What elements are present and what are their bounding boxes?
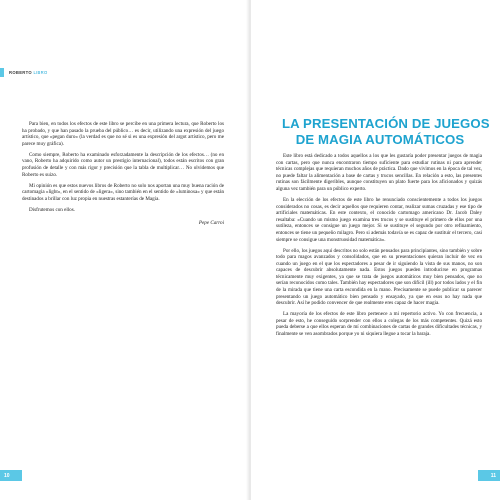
left-page-text	[22, 121, 224, 227]
page-number-left: 10	[0, 470, 22, 481]
paragraph: Disfrutemos con ellos.	[29, 206, 75, 213]
running-head-tab	[0, 68, 4, 77]
paragraph: Por ello, los juegos aquí descritos no solo están pensados para principiantes, sino también y sobre todo para magos avanzados y consolidados, que en su presentaciones quieran incluir de vez en cuando un juego en el que los espectadores a pesar de ir siguiendo la vista de sus manos, no son capaces de descubrir absolutamente nada. Estos juegos pueden introducirse en programas técnicamente muy exigentes, ya que se trata de juegos automáticos muy bien pensados, que no serían reconocidos como tales. También hay espectadores que son difícil (ill) por todos lados y el fin de la mirada que tiene una carta escondida en la mano. Precisamente se puede publicar su parecer presentando un juego automático bien pensado y ensayado, ya que en esos no hay nada que descubrir. Así he podido convencer de que realmente eres capaz de hacer magia.	[276, 247, 482, 307]
running-head	[0, 68, 80, 77]
running-head-series: LIBRO	[33, 70, 48, 75]
running-head-label	[9, 70, 48, 75]
running-head-author: ROBERTO	[9, 70, 32, 75]
chapter-title-line1: LA PRESENTACIÓN DE JUEGOS	[282, 116, 490, 131]
right-page-text	[276, 153, 482, 338]
signature: Pepe Carroi	[198, 220, 224, 227]
page-number-right: 11	[478, 470, 500, 481]
left-page	[0, 0, 249, 500]
paragraph: En la elección de los efectos de este libro he renunciado conscientemente a todos los juegos considerados no cosas, es decir aquellos que requieren contar, realizar sumas cruzadas y ese tipo de artificiales matemáticas. En este contexto, el conocido cartomago americano Dr. Jacob Daley resaltaba: «Cuando un mismo juego examina tres trucos y se sustituye el primero de ellos por una sutileza, entonces se consigue un juego mejor. Si se sustituye el segundo por otro refinamiento, entonces se tiene un pequeño milagro. Pero si además todavía se es capaz de sustituir el tercero, casi siempre se consigue una monstruosidad matemática».	[276, 196, 482, 243]
paragraph: Como siempre, Roberto ha examinado esforzadamente la descripción de los efectos… (no en vano, Roberto ha adquirido como autor un prestigio internacional), todos están escritos con gran profusión de detalle y con más rigor y precisión que la tabla de multiplicar… No olvidemos que Roberto es suizo.	[22, 151, 224, 178]
paragraph: Este libro está dedicado a todos aquellos a los que les gustaría poder presentar juegos de magia con cartas, pero que nunca encontraron tiempo suficiente para estudiar rutinas ni para aprender técnicas complejas que requieran muchos años de práctica. Dado que vivimos en la época de tal vez, no puede faltar la alimentación a base de cartas y trucos sencillas. En relación a esto, las presentes rutinas son fácilmente digeribles, aunque constituyen un plato fuerte para los aficionados y quizás alguna vez también para un público experto.	[276, 153, 482, 192]
paragraph: La mayoría de los efectos de este libro pertenece a mi repertorio activo. Yo con frecuencia, a pesar de esto, he conseguido sorprender con ellos a colegas de los más competentes. Quizá esto pueda deberse a que ellos esperan de mí combinaciones de cartas de grandes dificultades técnicas, y finalmente se ven asombrados porque yo ni siquiera llegue a tocar la baraja.	[276, 311, 482, 338]
paragraph: Mi opinión es que estos nuevos libros de Roberto no solo nos aportan una muy buena ración de cartomagia «light», en el sentido de «ligera», sino también en el sentido de «luminosa» y que están destinados a brillar con luz propia en nuestras estanterías de Magia.	[22, 182, 224, 202]
chapter-title-line2: DE MAGIA AUTOMÁTICOS	[295, 131, 465, 147]
paragraph: Para bien, en todos los efectos de este libro se percibe en una primera lectura, que Roberto los ha probado, y que han pasado la prueba del público… es decir, utilizando una expresión del juego artístico, que «pegan duro» (la verdad es que no sé si es una expresión del argot artístico, pero me parece muy gráfica).	[22, 121, 224, 147]
chapter-title	[282, 116, 490, 147]
